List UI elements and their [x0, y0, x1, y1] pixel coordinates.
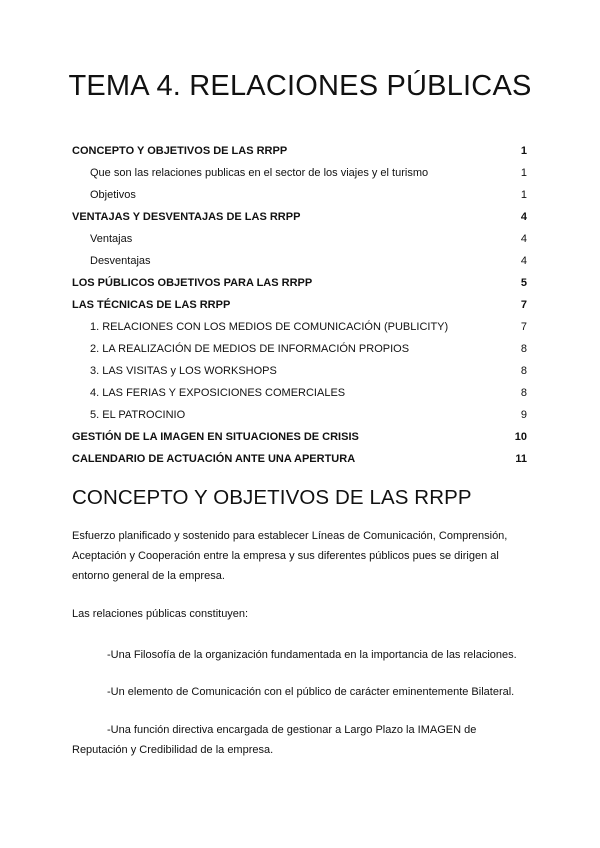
toc-entry-page: 9	[520, 409, 527, 421]
section-paragraph: Esfuerzo planificado y sostenido para establecer Líneas de Comunicación, Comprensión, Aceptación y Cooperación entre la empresa y sus diferentes públicos pues se dirigen al entorno general de la empresa.	[72, 530, 508, 582]
toc-entry[interactable]	[72, 184, 527, 206]
toc-entry[interactable]	[72, 272, 527, 294]
list-item: -Un elemento de Comunicación con el público de carácter eminentemente Bilateral.	[107, 686, 515, 698]
toc-entry-label: 2. LA REALIZACIÓN DE MEDIOS DE INFORMACIÓN PROPIOS	[90, 343, 410, 355]
toc-entry[interactable]	[72, 294, 527, 316]
toc-entry[interactable]	[72, 250, 527, 272]
toc-entry-page: 7	[520, 321, 527, 333]
toc-entry[interactable]	[72, 140, 527, 162]
toc-entry[interactable]	[72, 228, 527, 250]
toc-entry-label: VENTAJAS Y DESVENTAJAS DE LAS RRPP	[72, 211, 301, 223]
list-item: -Una Filosofía de la organización fundamentada en la importancia de las relaciones.	[107, 649, 517, 661]
toc-entry-label: 1. RELACIONES CON LOS MEDIOS DE COMUNICACIÓN (PUBLICITY)	[90, 321, 449, 333]
toc-entry[interactable]	[72, 382, 527, 404]
document-title: TEMA 4. RELACIONES PÚBLICAS	[68, 70, 532, 102]
toc-entry-page: 10	[514, 431, 527, 443]
toc-entry[interactable]	[72, 426, 527, 448]
toc-entry-page: 8	[520, 365, 527, 377]
toc-entry[interactable]	[72, 162, 527, 184]
toc-entry-label: Desventajas	[90, 255, 151, 267]
toc-entry-label: LAS TÉCNICAS DE LAS RRPP	[72, 299, 231, 311]
list-item: -Una función directiva encargada de gestionar a Largo Plazo la IMAGEN de Reputación y Credibilidad de la empresa.	[72, 724, 477, 756]
toc-entry-label: LOS PÚBLICOS OBJETIVOS PARA LAS RRPP	[72, 277, 313, 289]
toc-entry-label: Que son las relaciones publicas en el sector de los viajes y el turismo	[90, 167, 429, 179]
toc-entry[interactable]	[72, 206, 527, 228]
toc-entry-page: 4	[520, 255, 527, 267]
toc-entry-page: 7	[520, 299, 527, 311]
toc-entry[interactable]	[72, 360, 527, 382]
toc-entry-label: Ventajas	[90, 233, 133, 245]
table-of-contents	[72, 140, 527, 470]
toc-entry-page: 1	[520, 167, 527, 179]
toc-entry-page: 5	[520, 277, 527, 289]
toc-entry-page: 8	[520, 343, 527, 355]
toc-entry[interactable]	[72, 404, 527, 426]
toc-entry-page: 1	[520, 189, 527, 201]
toc-entry-page: 11	[515, 453, 527, 465]
toc-entry-label: 3. LAS VISITAS y LOS WORKSHOPS	[90, 365, 277, 377]
toc-entry[interactable]	[72, 448, 527, 470]
toc-entry-label: 4. LAS FERIAS Y EXPOSICIONES COMERCIALES	[90, 387, 346, 399]
toc-entry[interactable]	[72, 338, 527, 360]
toc-entry-page: 1	[520, 145, 527, 157]
toc-entry-page: 4	[520, 233, 527, 245]
toc-entry-label: GESTIÓN DE LA IMAGEN EN SITUACIONES DE CRISIS	[72, 431, 359, 443]
toc-entry-page: 8	[520, 387, 527, 399]
toc-entry[interactable]	[72, 316, 527, 338]
toc-entry-page: 4	[520, 211, 527, 223]
section-heading: CONCEPTO Y OBJETIVOS DE LAS RRPP	[72, 486, 472, 509]
toc-entry-label: CALENDARIO DE ACTUACIÓN ANTE UNA APERTURA	[72, 453, 356, 465]
toc-entry-label: 5. EL PATROCINIO	[90, 409, 186, 421]
toc-entry-label: CONCEPTO Y OBJETIVOS DE LAS RRPP	[72, 145, 288, 157]
toc-entry-label: Objetivos	[90, 189, 136, 201]
section-paragraph: Las relaciones públicas constituyen:	[72, 608, 249, 620]
